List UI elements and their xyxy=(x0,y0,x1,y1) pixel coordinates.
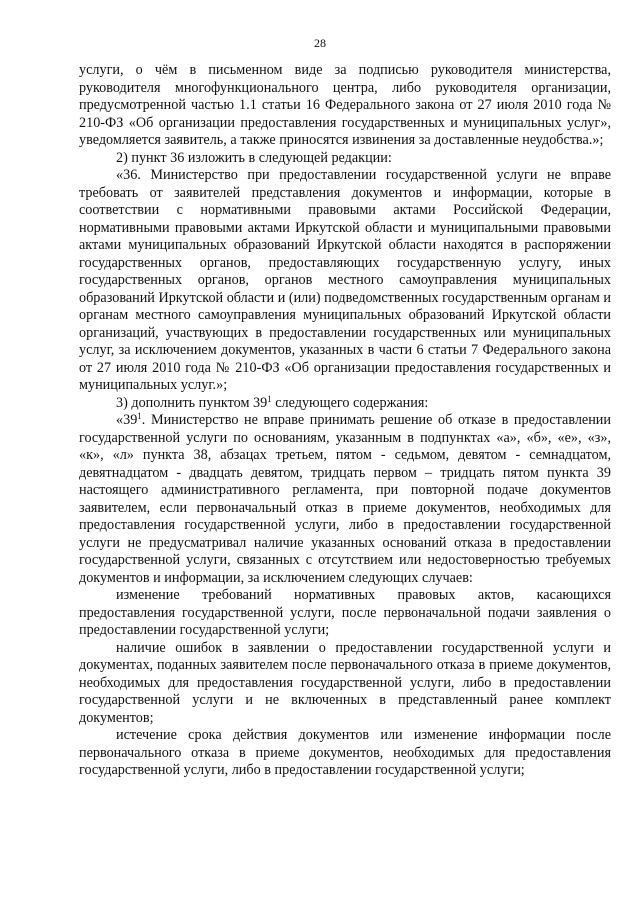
page-number: 28 xyxy=(314,36,326,50)
paragraph-item-39-1: «$39^1$. Министерство не вправе принимать решение об отказе в предоставлении государственной услуги по основаниям, указанным в подпунктах «а», «б», «е», «з», «к», «л» пункта 38, абзацах третьем, пятом - седьмом, девятом - семнадцатом, девятнадцатом - двадцать девятом, тридцать первом – тридцать пятом пункта 39 настоящего административного регламента, при повторной подаче документов заявителем, если первоначальный отказ в приеме документов, необходимых для предоставления государственной услуги, либо в предоставлении государственной услуги не предусматривал наличие указанных оснований отказа в предоставлении государственной услуги, связанных с отсутствием или недостоверностью требуемых документов и информации, за исключением следующих случаев: xyxy=(79,411,611,586)
paragraph-item-3: 3) дополнить пунктом $39^1$ следующего содержания: xyxy=(116,393,429,411)
paragraph-continuation: услуги, о чём в письменном виде за подписью руководителя министерства, руководителя многофункционального центра, либо руководителя организации, предусмотренной частью 1.1 статьи 16 Федерального закона от 27 июля 2010 года № 210-ФЗ «Об организации предоставления государственных и муниципальных услуг», уведомляется заявитель, а также приносятся извинения за доставленные неудобства.»; xyxy=(79,62,611,148)
paragraph-item-36: «36. Министерство при предоставлении государственной услуги не вправе требовать от заявителей представления документов и информации, которые в соответствии с нормативными правовыми актами Российской Федерации, нормативными правовыми актами Иркутской области и муниципальными правовыми актами муниципальных образований Иркутской области находятся в распоряжении государственных органов, предоставляющих государственную услугу, иных государственных органов, органов местного самоуправления муниципальных образований Иркутской области и (или) подведомственных государственным органам и органам местного самоуправления муниципальных образований Иркутской области организаций, участвующих в предоставлении государственных или муниципальных услуг, за исключением документов, указанных в части 6 статьи 7 Федерального закона от 27 июля 2010 года № 210-ФЗ «Об организации предоставления государственных и муниципальных услуг.»; xyxy=(79,167,611,393)
paragraph-item-2: 2) пункт 36 изложить в следующей редакции: xyxy=(116,149,392,166)
paragraph-case-expiry: истечение срока действия документов или изменение информации после первоначального отказа в приеме документов, необходимых для предоставления государственной услуги, либо в предоставлении государственной услуги; xyxy=(79,727,611,778)
paragraph-case-requirements-change: изменение требований нормативных правовых актов, касающихся предоставления государственной услуги, после первоначальной подачи заявления о предоставлении государственной услуги; xyxy=(79,587,611,638)
document-body xyxy=(79,62,611,780)
paragraph-case-errors: наличие ошибок в заявлении о предоставлении государственной услуги и документах, поданных заявителем после первоначального отказа в приеме документов, необходимых для предоставления государственной услуги, либо в предоставлении государственной услуги и не включенных в представленный ранее комплект документов; xyxy=(79,639,611,726)
